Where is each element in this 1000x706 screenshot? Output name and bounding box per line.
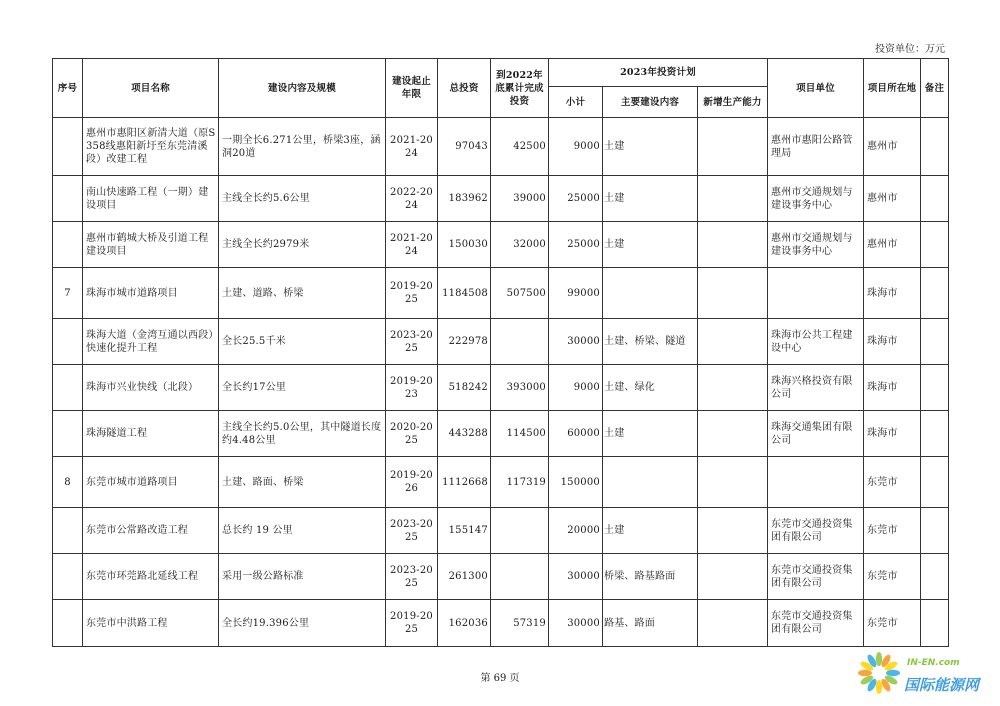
cell-location: 东莞市	[864, 554, 921, 600]
table-header-row	[53, 59, 949, 87]
header-seq: 序号	[53, 59, 83, 118]
cell-remarks	[921, 554, 949, 600]
cell-remarks	[921, 222, 949, 268]
logo-petal	[858, 670, 872, 676]
cell-remarks	[921, 365, 949, 411]
cell-construction-content: 采用一级公路标准	[219, 554, 386, 600]
cell-construction-content: 全长约19.396公里	[219, 600, 386, 647]
cell-remarks	[921, 411, 949, 457]
cell-project-unit	[768, 457, 864, 508]
cell-plan-main-content: 土建	[603, 508, 698, 554]
cell-period: 2021-2024	[386, 222, 438, 268]
cell-cumulative-investment: 42500	[491, 118, 549, 176]
cell-project-unit: 珠海交通集团有限公司	[768, 411, 864, 457]
cell-remarks	[921, 457, 949, 508]
cell-cumulative-investment	[491, 508, 549, 554]
cell-construction-content: 土建、道路、桥梁	[219, 268, 386, 319]
cell-plan-subtotal: 30000	[549, 554, 603, 600]
cell-plan-subtotal: 30000	[549, 600, 603, 647]
cell-total-investment: 443288	[438, 411, 491, 457]
cell-new-capacity	[698, 554, 768, 600]
cell-plan-main-content: 土建、绿化	[603, 365, 698, 411]
cell-cumulative-investment: 39000	[491, 176, 549, 222]
cell-period: 2023-2025	[386, 554, 438, 600]
cell-project-name: 惠州市鹤城大桥及引道工程建设项目	[83, 222, 219, 268]
cell-plan-subtotal: 60000	[549, 411, 603, 457]
cell-project-unit: 惠州市交通规划与建设事务中心	[768, 222, 864, 268]
cell-seq	[53, 365, 83, 411]
cell-cumulative-investment: 117319	[491, 457, 549, 508]
cell-location: 惠州市	[864, 118, 921, 176]
cell-plan-subtotal: 25000	[549, 176, 603, 222]
cell-location: 惠州市	[864, 176, 921, 222]
cell-new-capacity	[698, 411, 768, 457]
cell-project-name: 珠海市兴业快线（北段）	[83, 365, 219, 411]
cell-period: 2020-2025	[386, 411, 438, 457]
cell-seq	[53, 508, 83, 554]
cell-cumulative-investment: 507500	[491, 268, 549, 319]
cell-plan-main-content: 土建	[603, 411, 698, 457]
cell-remarks	[921, 176, 949, 222]
table-row	[53, 365, 949, 411]
header-cumulative-investment: 到2022年底累计完成投资	[491, 59, 549, 118]
cell-remarks	[921, 319, 949, 365]
table-row	[53, 118, 949, 176]
header-location: 项目所在地	[864, 59, 921, 118]
cell-seq	[53, 222, 83, 268]
logo-petal	[886, 670, 900, 676]
header-total-investment: 总投资	[438, 59, 491, 118]
table-row	[53, 554, 949, 600]
cell-plan-subtotal: 99000	[549, 268, 603, 319]
cell-new-capacity	[698, 118, 768, 176]
cell-cumulative-investment: 114500	[491, 411, 549, 457]
cell-total-investment: 97043	[438, 118, 491, 176]
cell-new-capacity	[698, 319, 768, 365]
cell-location: 珠海市	[864, 319, 921, 365]
cell-construction-content: 一期全长6.271公里，桥梁3座，涵洞20道	[219, 118, 386, 176]
cell-total-investment: 1184508	[438, 268, 491, 319]
cell-project-unit: 东莞市交通投资集团有限公司	[768, 600, 864, 647]
cell-construction-content: 土建、路面、桥梁	[219, 457, 386, 508]
cell-seq	[53, 118, 83, 176]
cell-new-capacity	[698, 600, 768, 647]
cell-location: 惠州市	[864, 222, 921, 268]
cell-new-capacity	[698, 457, 768, 508]
cell-project-name: 珠海市城市道路项目	[83, 268, 219, 319]
cell-project-name: 东莞市公常路改造工程	[83, 508, 219, 554]
cell-new-capacity	[698, 176, 768, 222]
cell-plan-subtotal: 25000	[549, 222, 603, 268]
header-new-capacity: 新增生产能力	[698, 87, 768, 118]
cell-cumulative-investment: 32000	[491, 222, 549, 268]
cell-plan-main-content: 土建、桥梁、隧道	[603, 319, 698, 365]
cell-project-unit: 惠州市惠阳公路管理局	[768, 118, 864, 176]
header-plan-main-content: 主要建设内容	[603, 87, 698, 118]
header-project-name: 项目名称	[83, 59, 219, 118]
cell-construction-content: 主线全长约5.0公里，其中隧道长度约4.48公里	[219, 411, 386, 457]
cell-plan-subtotal: 150000	[549, 457, 603, 508]
watermark-site: IN-EN.com	[907, 658, 960, 668]
header-period: 建设起止年限	[386, 59, 438, 118]
cell-seq	[53, 411, 83, 457]
cell-total-investment: 162036	[438, 600, 491, 647]
cell-seq: 8	[53, 457, 83, 508]
cell-project-unit: 东莞市交通投资集团有限公司	[768, 508, 864, 554]
cell-new-capacity	[698, 508, 768, 554]
cell-cumulative-investment	[491, 554, 549, 600]
cell-plan-main-content: 路基、路面	[603, 600, 698, 647]
cell-project-name: 珠海大道（金湾互通以西段）快速化提升工程	[83, 319, 219, 365]
cell-project-unit	[768, 268, 864, 319]
header-plan-subtotal: 小计	[549, 87, 603, 118]
cell-seq	[53, 176, 83, 222]
table-row	[53, 600, 949, 647]
cell-remarks	[921, 600, 949, 647]
cell-period: 2021-2024	[386, 118, 438, 176]
cell-period: 2023-2025	[386, 319, 438, 365]
cell-total-investment: 150030	[438, 222, 491, 268]
cell-project-unit: 珠海市公共工程建设中心	[768, 319, 864, 365]
table-row	[53, 508, 949, 554]
cell-plan-subtotal: 9000	[549, 118, 603, 176]
cell-location: 珠海市	[864, 411, 921, 457]
cell-period: 2019-2026	[386, 457, 438, 508]
table-row	[53, 457, 949, 508]
cell-location: 东莞市	[864, 600, 921, 647]
cell-period: 2023-2025	[386, 508, 438, 554]
cell-project-name: 东莞市环莞路北延线工程	[83, 554, 219, 600]
cell-plan-subtotal: 20000	[549, 508, 603, 554]
cell-location: 珠海市	[864, 268, 921, 319]
header-project-unit: 项目单位	[768, 59, 864, 118]
table-row	[53, 176, 949, 222]
cell-remarks	[921, 268, 949, 319]
cell-construction-content: 全长约17公里	[219, 365, 386, 411]
cell-remarks	[921, 508, 949, 554]
cell-period: 2022-2024	[386, 176, 438, 222]
cell-project-unit: 惠州市交通规划与建设事务中心	[768, 176, 864, 222]
cell-seq: 7	[53, 268, 83, 319]
table-row	[53, 411, 949, 457]
cell-location: 东莞市	[864, 508, 921, 554]
cell-construction-content: 总长约 19 公里	[219, 508, 386, 554]
cell-plan-main-content: 土建	[603, 176, 698, 222]
cell-project-name: 南山快速路工程（一期）建设项目	[83, 176, 219, 222]
header-plan-2023: 2023年投资计划	[549, 59, 768, 87]
cell-cumulative-investment	[491, 319, 549, 365]
cell-cumulative-investment: 393000	[491, 365, 549, 411]
cell-total-investment: 183962	[438, 176, 491, 222]
cell-seq	[53, 554, 83, 600]
cell-location: 珠海市	[864, 365, 921, 411]
cell-construction-content: 主线全长约5.6公里	[219, 176, 386, 222]
cell-project-name: 东莞市中洪路工程	[83, 600, 219, 647]
watermark-name: 国际能源网	[904, 676, 980, 694]
cell-project-unit: 东莞市交通投资集团有限公司	[768, 554, 864, 600]
investment-plan-table	[52, 58, 949, 647]
logo-petal	[876, 652, 882, 666]
cell-period: 2019-2025	[386, 268, 438, 319]
cell-total-investment: 518242	[438, 365, 491, 411]
cell-plan-main-content	[603, 457, 698, 508]
cell-construction-content: 主线全长约2979米	[219, 222, 386, 268]
logo-petal	[876, 680, 882, 694]
cell-construction-content: 全长25.5千米	[219, 319, 386, 365]
cell-new-capacity	[698, 268, 768, 319]
page-number: 第 69 页	[480, 673, 520, 684]
cell-project-name: 惠州市惠阳区新清大道（原S358线惠阳新圩至东莞清溪段）改建工程	[83, 118, 219, 176]
table-row	[53, 319, 949, 365]
cell-total-investment: 261300	[438, 554, 491, 600]
cell-seq	[53, 600, 83, 647]
cell-location: 东莞市	[864, 457, 921, 508]
cell-plan-main-content: 土建	[603, 222, 698, 268]
cell-plan-subtotal: 9000	[549, 365, 603, 411]
cell-project-unit: 珠海兴格投资有限公司	[768, 365, 864, 411]
table-row	[53, 268, 949, 319]
cell-total-investment: 155147	[438, 508, 491, 554]
cell-period: 2019-2025	[386, 600, 438, 647]
cell-new-capacity	[698, 365, 768, 411]
cell-total-investment: 222978	[438, 319, 491, 365]
cell-cumulative-investment: 57319	[491, 600, 549, 647]
cell-project-name: 珠海隧道工程	[83, 411, 219, 457]
cell-seq	[53, 319, 83, 365]
cell-plan-main-content	[603, 268, 698, 319]
header-construction-content: 建设内容及规模	[219, 59, 386, 118]
cell-period: 2019-2023	[386, 365, 438, 411]
watermark-logo-icon	[854, 647, 904, 697]
cell-plan-subtotal: 30000	[549, 319, 603, 365]
cell-plan-main-content: 土建	[603, 118, 698, 176]
table-row	[53, 222, 949, 268]
cell-plan-main-content: 桥梁、路基路面	[603, 554, 698, 600]
header-remarks: 备注	[921, 59, 949, 118]
cell-new-capacity	[698, 222, 768, 268]
cell-project-name: 东莞市城市道路项目	[83, 457, 219, 508]
investment-unit-label: 投资单位：万元	[875, 44, 945, 55]
cell-remarks	[921, 118, 949, 176]
cell-total-investment: 1112668	[438, 457, 491, 508]
